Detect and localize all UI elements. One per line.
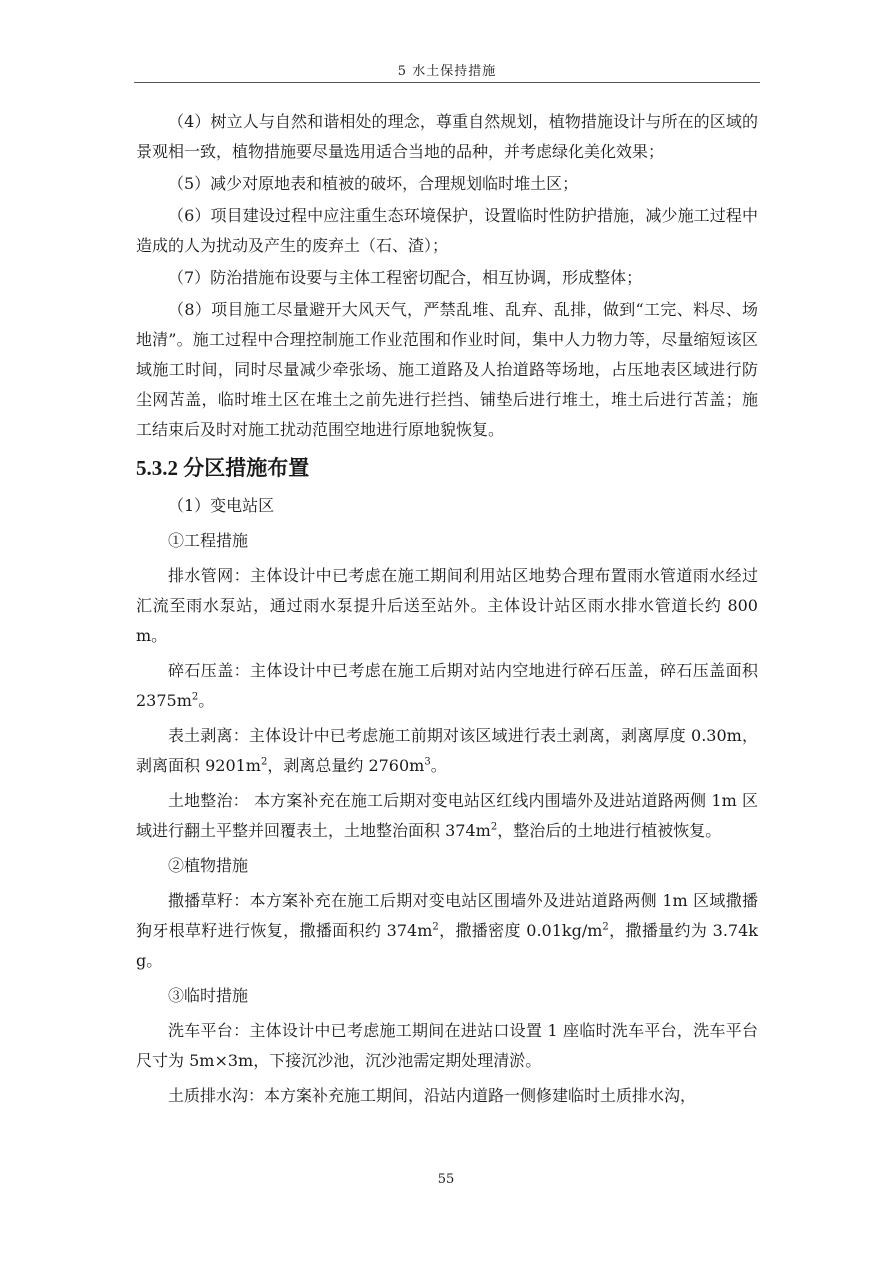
paragraph-6: （6）项目建设过程中应注重生态环境保护，设置临时性防护措施，减少施工过程中造成的人为扰动及产生的废弃土（石、渣）；	[136, 206, 758, 255]
gravel-paragraph	[136, 656, 758, 716]
topsoil-text-b: ，剥离总量约 2760m	[267, 756, 425, 775]
gravel-text: 碎石压盖：主体设计中已考虑在施工后期对站内空地进行碎石压盖，碎石压盖面积 2375m	[136, 661, 758, 710]
paragraph-7: （7）防治措施布设要与主体工程密切配合，相互协调，形成整体；	[168, 268, 643, 287]
topsoil-end: 。	[430, 756, 447, 775]
seed-text-a: 撒播草籽：本方案补充在施工后期对变电站区围墙外及进站道路两侧 1m 区域撒播狗牙根草籽进行恢复，撒播面积约 374m	[136, 891, 758, 940]
header-divider	[134, 82, 760, 83]
gravel-end: 。	[198, 691, 215, 710]
paragraph-4: （4）树立人与自然和谐相处的理念，尊重自然规划，植物措施设计与所在的区域的景观相一致，植物措施要尽量选用适合当地的品种，并考虑绿化美化效果；	[136, 112, 758, 161]
land-text-a: 土地整治： 本方案补充在施工后期对变电站区红线内围墙外及进站道路两侧 1m 区域进行翻土平整并回覆表土，土地整治面积 374m	[136, 791, 758, 840]
page-number: 55	[437, 1172, 455, 1187]
superscript: 2	[602, 921, 609, 933]
seed-text-b: ，撒播密度 0.01kg/m	[438, 921, 603, 940]
seed-text-c: ，撒播量约为 3.74kg。	[136, 921, 758, 970]
superscript: 2	[191, 691, 199, 703]
land-rehab-paragraph	[136, 786, 758, 846]
topsoil-text-a: 表土剥离：主体设计中已考虑施工前期对该区域进行表土剥离，剥离厚度 0.30m，剥离面积 9201m	[136, 726, 758, 775]
seeding-paragraph	[136, 886, 758, 976]
land-text-b: ，整治后的土地进行植被恢复。	[497, 821, 722, 840]
engineering-measures-title: ①工程措施	[168, 531, 249, 550]
section-heading: 5.3.2 分区措施布置	[136, 456, 310, 480]
page-header: 5 水土保持措施	[397, 64, 497, 79]
plant-measures-title: ②植物措施	[168, 856, 249, 875]
soil-ditch-paragraph: 土质排水沟：本方案补充施工期间，沿站内道路一侧修建临时土质排水沟，	[168, 1086, 697, 1105]
superscript: 2	[432, 921, 439, 933]
wash-platform-paragraph: 洗车平台：主体设计中已考虑施工期间在进站口设置 1 座临时洗车平台，洗车平台尺寸为 5m×3m，下接沉沙池，沉沙池需定期处理清淤。	[136, 1021, 758, 1070]
topsoil-paragraph	[136, 721, 758, 781]
paragraph-5: （5）减少对原地表和植被的破坏，合理规划临时堆土区；	[168, 174, 579, 193]
superscript: 3	[424, 756, 431, 768]
superscript: 2	[490, 821, 498, 833]
page-body	[136, 107, 758, 1116]
paragraph-8: （8）项目施工尽量避开大风天气，严禁乱堆、乱弃、乱排，做到“工完、料尽、场地清”。施工过程中合理控制施工作业范围和作业时间，集中人力物力等，尽量缩短该区域施工时间，同时尽量减少牵张场、施工道路及人抬道路等场地，占压地表区域进行防尘网苫盖，临时堆土区在堆土之前先进行拦挡、铺垫后进行堆土，堆土后进行苫盖；施工结束后及时对施工扰动范围空地进行原地貌恢复。	[136, 300, 758, 439]
subsection-substation: （1）变电站区	[168, 496, 275, 515]
drainage-paragraph: 排水管网：主体设计中已考虑在施工期间利用站区地势合理布置雨水管道雨水经过汇流至雨水泵站，通过雨水泵提升后送至站外。主体设计站区雨水排水管道长约 800m。	[136, 566, 758, 645]
superscript: 2	[260, 756, 268, 768]
temporary-measures-title: ③临时措施	[168, 986, 249, 1005]
